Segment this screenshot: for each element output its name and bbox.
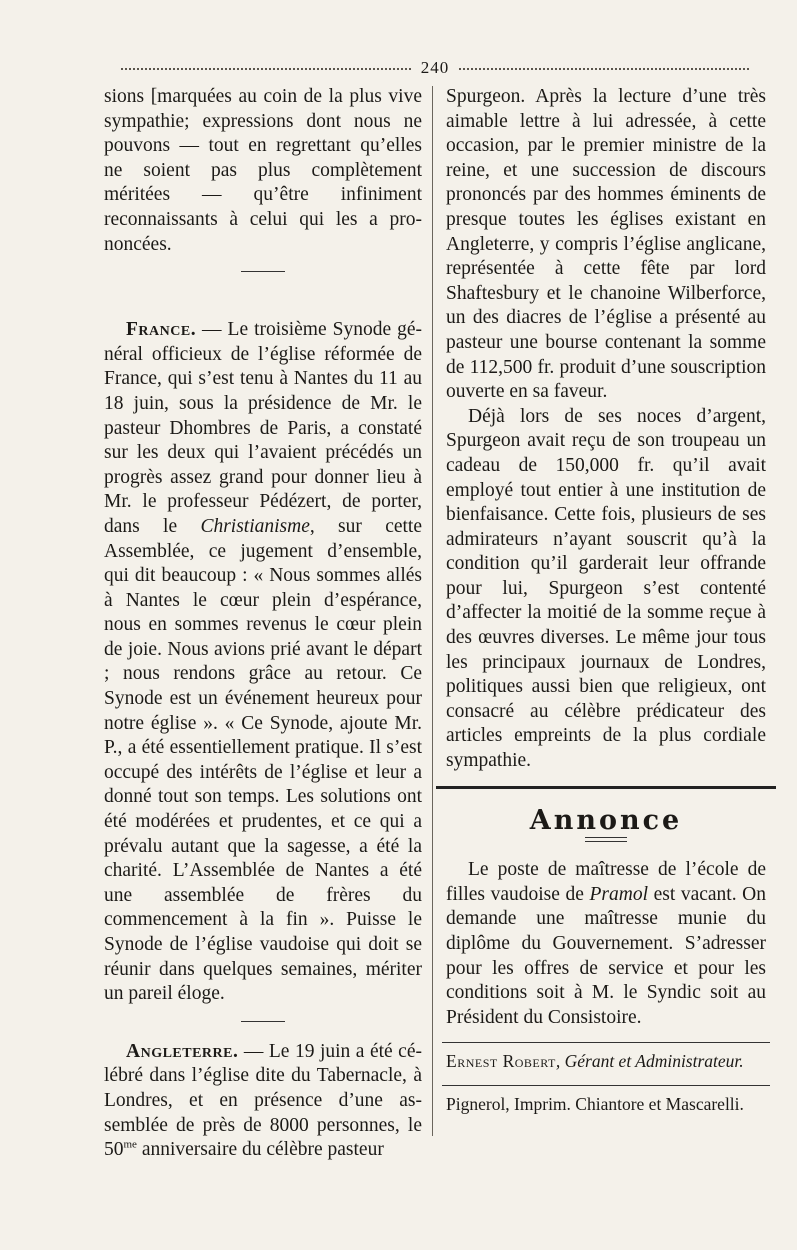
- page-number: 240: [100, 58, 770, 78]
- angleterre-news-paragraph: Angleterre. — Le 19 juin a été célébré dans l’église dite du Tabernacle, à Londres, et en présence d’une assemblée de près de 8000 personnes, le $50^{me}$ anniversaire du célèbre pasteur: [104, 1040, 422, 1161]
- announcement-rule: [436, 786, 776, 789]
- column-divider: [432, 86, 433, 1136]
- printer-line: Pignerol, Imprim. Chiantore et Mascarelli.: [446, 1094, 744, 1115]
- section-separator: [241, 1021, 285, 1022]
- left-column: [104, 85, 422, 1163]
- france-news-paragraph: France. — Le troisième Synode général officieux de l’église réformée de France, qui s’est tenu à Nantes du 11 au 18 juin, sous la présidence de Mr. le pasteur Dhombres de Paris, a constaté sur les deux qui l’avaient précédés un progrès assez grand pour donner lieu à Mr. le professeur Pédézert, de porter, dans le Christianisme, sur cette Assemblée, ce jugement d’ensemble, qui dit beaucoup : « Nous sommes allés à Nantes le cœur plein d’espérance, nous en sommes revenus le cœur plein de joie. Nous avions prié avant le départ ; nous rendons grâce au retour. Ce Synode est un événement heureux pour notre église ». « Ce Synode, ajoute Mr. P., a été essentiellement pratique. Il s’est occupé des intérêts de l’église et leur a donné tout son temps. Les solutions ont été modérées et prudentes, et ce qui a prévalu autant que la sagesse, a été la charité. L’Assemblée de Nantes a été une assemblée de frères du commencement à la fin ». Puisse le Synode de l’église vaudoise qui doit se réunir dans quelques semaines, mériter un pareil éloge.: [104, 319, 422, 1005]
- angleterre-heading: Angleterre.: [126, 1040, 239, 1062]
- place-name: Pramol: [589, 883, 648, 905]
- france-heading: France.: [126, 319, 197, 341]
- right-column: [446, 85, 766, 1116]
- continuation-paragraph: sions [marquées au coin de la plus vive sympathie; expressions dont nous ne pouvons — tout en regrettant qu’elles ne soient pas plus complètement méritées — qu’être infiniment reconnaissants à celui qui les a prononcées.: [104, 86, 422, 255]
- section-separator: [241, 271, 285, 272]
- announcement-text: Le poste de maîtresse de l’école de filles vaudoise de Pramol est vacant. On demande une maîtresse munie du diplôme du Gouvernement. S’adresser pour les offres de service et pour les conditions soit à M. le Syndic soit au Président du Consistoire.: [446, 859, 766, 1028]
- footer-rule: [442, 1042, 770, 1043]
- announcement-title: Annonce: [529, 804, 683, 836]
- publication-title: Christianisme: [200, 515, 310, 537]
- spurgeon-gift-paragraph: Déjà lors de ses noces d’argent, Spurgeon avait reçu de son troupeau un cadeau de 150,000 fr. qu’il avait employé tout entier à une institution de bienfaisance. Cette fois, plusieurs de ses admirateurs n’ayant souscrit qu’à la condition qu’il garderait leur offrande pour lui, Spurgeon s’est contenté d’affecter la moitié de la somme reçue à des œuvres diverses. Le même jour tous les principaux journaux de Londres, politiques aussi bien que religieux, ont consacré au célèbre prédicateur des articles empreints de la plus cordiale sympathie.: [446, 405, 766, 772]
- title-ornament: [585, 837, 627, 842]
- spurgeon-paragraph: Spurgeon. Après la lecture d’une très aimable lettre à lui adressée, à cette occasion, par le premier ministre de la reine, et une succession de discours prononcés par des hommes éminents de presque toutes les églises existant en Angleterre, y compris l’église anglicane, représentée à cette fête par lord Shaftesbury et le chanoine Wilberforce, un des diacres de l’église a présenté au pasteur une bourse contenant la somme de 112,500 fr. produit d’une souscription ouverte en sa faveur.: [446, 86, 766, 403]
- publisher-line: Ernest Robert, Gérant et Administrateur.: [446, 1051, 744, 1072]
- footer-rule: [442, 1085, 770, 1086]
